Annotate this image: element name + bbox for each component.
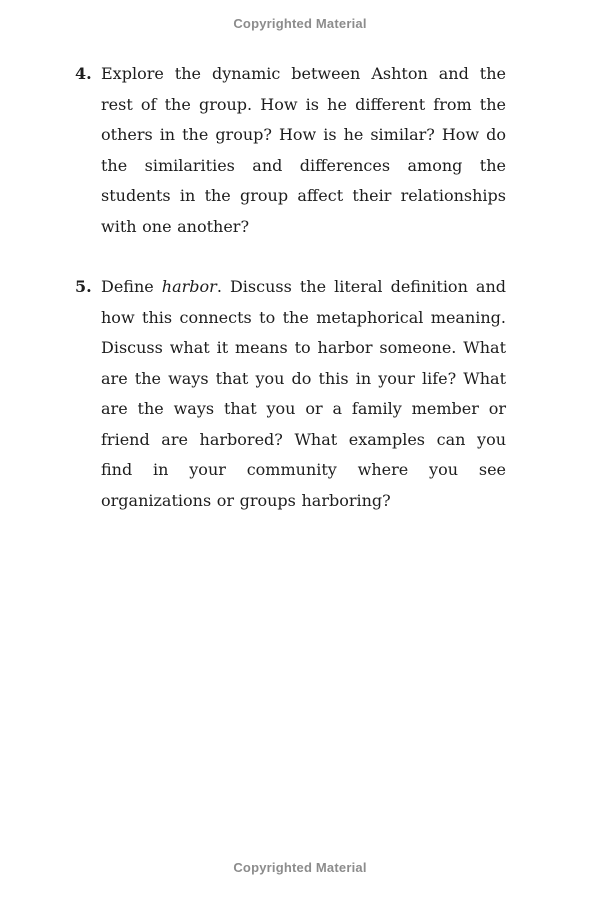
questions-list [75, 59, 506, 546]
italic-term: harbor [161, 277, 217, 296]
question-number: 5. [75, 277, 92, 296]
question-text: Explore the dynamic between Ashton and the rest of the group. How is he different from the others in the group? How is he similar? How do the similarities and differences among the students in the group affect their relationships with one another? [101, 64, 506, 236]
question-item [75, 272, 506, 516]
question-text: Define harbor. Discuss the literal definition and how this connects to the metaphorical meaning. Discuss what it means to harbor someone. What are the ways that you do this in your life? What are the ways that you or a family member or friend are harbored? What examples can you find in your community where you see organizations or groups harboring? [101, 277, 507, 510]
question-number: 4. [75, 64, 92, 83]
copyright-notice-top: Copyrighted Material [233, 16, 367, 31]
copyright-notice-bottom: Copyrighted Material [233, 860, 367, 875]
question-item [75, 59, 506, 242]
